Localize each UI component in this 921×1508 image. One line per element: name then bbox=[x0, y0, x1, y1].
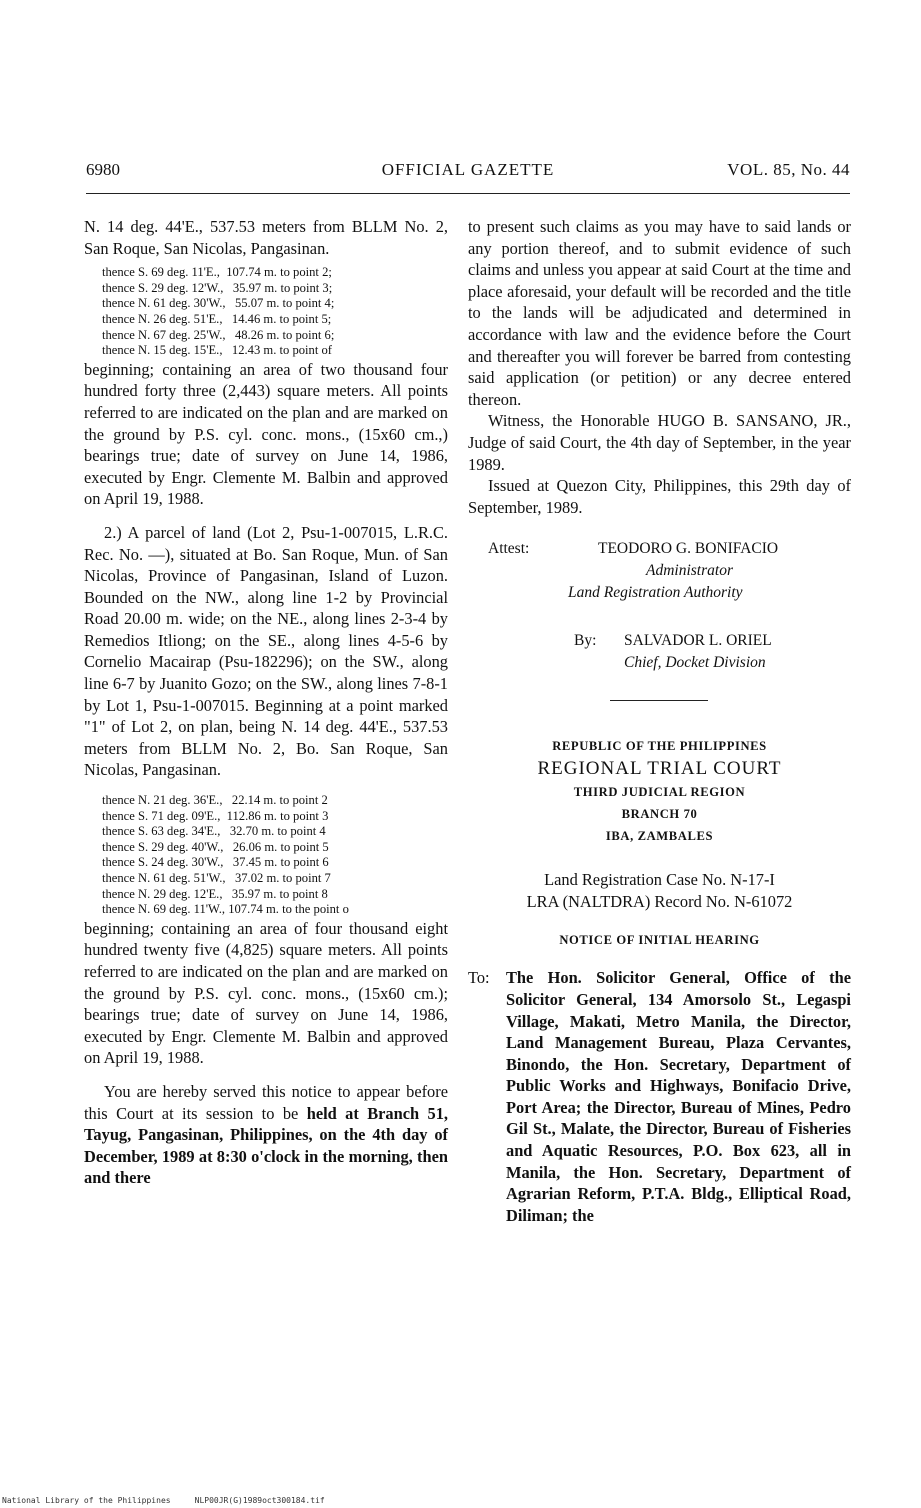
paragraph bbox=[84, 1081, 448, 1189]
paragraph: Witness, the Honorable HUGO B. SANSANO, JR., Judge of said Court, the 4th day of September, in the year 1989. bbox=[468, 411, 851, 474]
attest-block bbox=[468, 538, 851, 610]
bearing-line: thence S. 24 deg. 30'W., 37.45 m. to point 6 bbox=[102, 855, 329, 870]
paragraph: N. 14 deg. 44'E., 537.53 meters from BLLM No. 2, San Roque, San Nicolas, Pangasinan. bbox=[84, 217, 448, 258]
page-number: 6980 bbox=[86, 160, 120, 179]
case-number: Land Registration Case No. N-17-I bbox=[544, 870, 775, 890]
bearings-list-1 bbox=[102, 265, 448, 359]
bearing-line: thence S. 71 deg. 09'E., 112.86 m. to point 3 bbox=[102, 808, 329, 823]
by-block bbox=[468, 630, 851, 674]
paragraph: beginning; containing an area of two thousand four hundred forty three (2,443) square meters. All points referred to are indicated on the plan and are marked on the ground by P.S. cyl. conc. mons., (15x60 cm.,) bearings true; date of survey on June 14, 1986, executed by Engr. Clemente M. Balbin and approved on April 19, 1988. bbox=[84, 359, 448, 509]
paragraph: Issued at Quezon City, Philippines, this 29th day of September, 1989. bbox=[468, 476, 851, 517]
to-label: To: bbox=[468, 968, 490, 988]
by-label: By: bbox=[574, 632, 597, 650]
bearing-line: thence N. 69 deg. 11'W., 107.74 m. to the point o bbox=[102, 902, 349, 917]
court-heading bbox=[468, 735, 851, 847]
scan-footer: National Library of the Philippines NLP00JR(G)1989oct300184.tif bbox=[2, 1496, 325, 1505]
paragraph-bold-text: held at Branch 51, Tayug, Pangasinan, Philippines, on the 4th day of December, 1989 at 8:30 o'clock in the morning, then and there bbox=[84, 1103, 449, 1188]
attest-title: Administrator bbox=[646, 562, 733, 580]
court-line: REPUBLIC OF THE PHILIPPINES bbox=[552, 739, 767, 754]
bearing-line: thence N. 61 deg. 51'W., 37.02 m. to point 7 bbox=[102, 871, 331, 885]
section-divider bbox=[610, 700, 708, 701]
bearing-line: thence S. 69 deg. 11'E., 107.74 m. to point 2; bbox=[102, 265, 332, 280]
record-number: LRA (NALTDRA) Record No. N-61072 bbox=[526, 892, 793, 912]
bearing-line: thence S. 29 deg. 12'W., 35.97 m. to point 3; bbox=[102, 280, 333, 295]
by-name: SALVADOR L. ORIEL bbox=[624, 632, 772, 650]
right-column bbox=[468, 216, 851, 1226]
addressees bbox=[468, 967, 851, 1226]
volume-number: VOL. 85, No. 44 bbox=[727, 160, 850, 179]
paragraph: 2.) A parcel of land (Lot 2, Psu-1-007015, L.R.C. Rec. No. —), situated at Bo. San Roque, Mun. of San Nicolas, Province of Pangasinan, Island of Luzon. Bounded on the NW., along line 1-2 by Provincial Road 20.00 m. wide; on the NE., along lines 2-3-4 by Remedios Itliong; on the SE., along lines 4-5-6 by Cornelio Macairap (Psu-182296); on the SW., along line 6-7 by Juanito Gozo; on the SW., along lines 7-8-1 by Lot 1, Psu-1-007015. Beginning at a point marked "1" of Lot 2, on plan, being N. 14 deg. 44'E., 537.53 meters from BLLM No. 2, Bo. San Roque, San Nicolas, Pangasinan. bbox=[84, 522, 448, 780]
bearing-line: thence S. 29 deg. 40'W., 26.06 m. to point 5 bbox=[102, 839, 329, 854]
court-line: THIRD JUDICIAL REGION bbox=[573, 785, 746, 800]
court-line: BRANCH 70 bbox=[621, 807, 698, 822]
page-header bbox=[86, 160, 850, 186]
case-numbers bbox=[468, 869, 851, 913]
bearing-line: thence N. 61 deg. 30'W., 55.07 m. to point 4; bbox=[102, 296, 335, 311]
bearing-line: thence N. 21 deg. 36'E., 22.14 m. to point 2 bbox=[102, 793, 328, 808]
paragraph: to present such claims as you may have to said lands or any portion thereof, and to submit evidence of such claims and unless you appear at said Court at the time and place aforesaid, your default will be recorded and the title to the lands will be adjudicated and determined in accordance with law and the evidence before the Court and thereafter you will forever be barred from contesting said application (or petition) or any decree entered thereon. bbox=[468, 217, 851, 409]
court-line: IBA, ZAMBALES bbox=[605, 829, 714, 844]
bearing-line: thence N. 26 deg. 51'E., 14.46 m. to point 5; bbox=[102, 311, 332, 326]
publication-title: OFFICIAL GAZETTE bbox=[381, 160, 555, 179]
paragraph-text: You are hereby served this notice to appear before this Court at its session to be bbox=[84, 1081, 448, 1123]
addressee-text: The Hon. Solicitor General, Office of the Solicitor General, 134 Amorsolo St., Legaspi Village, Makati, Metro Manila, the Director, Land Management Bureau, Plaza Cervantes, Binondo, the Hon. Secretary, Department of Public Works and Highways, Bonifacio Drive, Port Area; the Director, Bureau of Mines, Pedro Gil St., Malate, the Director, Bureau of Fisheries and Aquatic Resources, P.O. Box 623, all in Manila, the Hon. Secretary, Department of Agrarian Reform, P.T.A. Bldg., Elliptical Road, Diliman; the bbox=[506, 968, 851, 1225]
header-rule bbox=[86, 193, 850, 194]
paragraph: beginning; containing an area of four thousand eight hundred twenty five (4,825) square meters. All points referred to are indicated on the plan and are marked on the ground by P.S. cyl. conc. mons., (15x60 cm.); bearings true; date of survey on June 14, 1986, executed by Engr. Clemente M. Balbin and approved on April 19, 1988. bbox=[84, 918, 448, 1068]
bearing-line: thence S. 63 deg. 34'E., 32.70 m. to point 4 bbox=[102, 824, 326, 839]
left-column bbox=[84, 216, 448, 1189]
bearing-line: thence N. 15 deg. 15'E., 12.43 m. to point of bbox=[102, 343, 332, 358]
attest-name: TEODORO G. BONIFACIO bbox=[598, 540, 779, 558]
bearing-line: thence N. 67 deg. 25'W., 48.26 m. to point 6; bbox=[102, 327, 335, 342]
bearings-list-2 bbox=[102, 793, 448, 918]
notice-heading: NOTICE OF INITIAL HEARING bbox=[559, 933, 760, 948]
attest-label: Attest: bbox=[488, 540, 530, 558]
court-name: REGIONAL TRIAL COURT bbox=[537, 758, 782, 780]
by-title: Chief, Docket Division bbox=[624, 654, 766, 672]
bearing-line: thence N. 29 deg. 12'E., 35.97 m. to point 8 bbox=[102, 886, 328, 901]
attest-org: Land Registration Authority bbox=[568, 584, 743, 602]
